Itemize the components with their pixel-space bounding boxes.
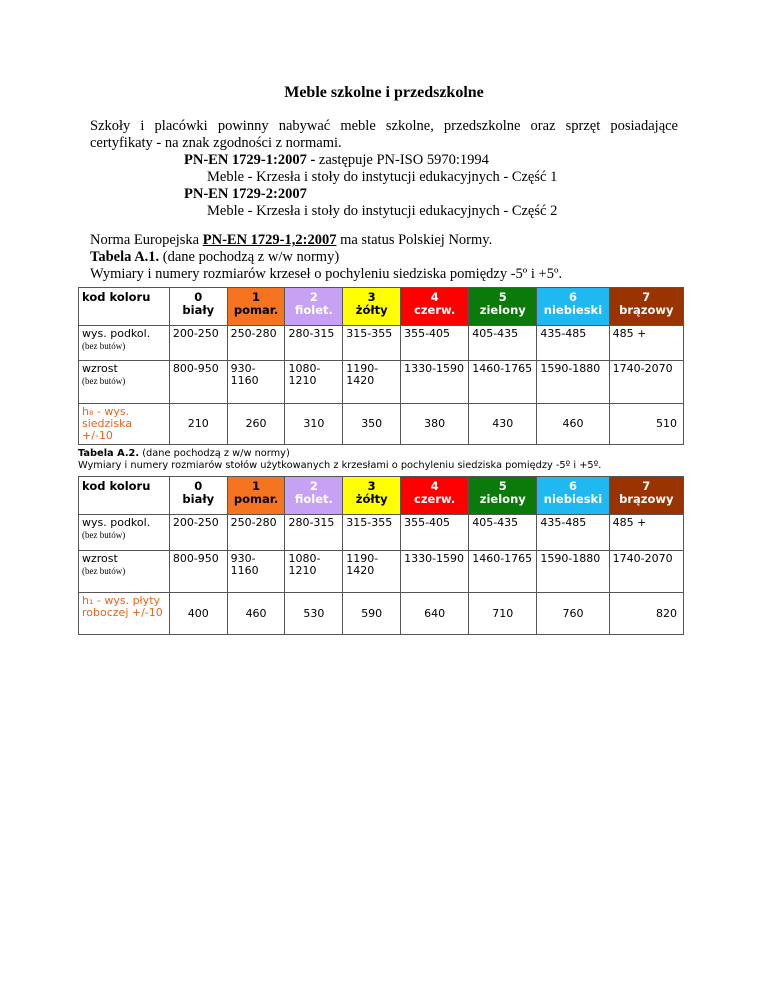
table-cell: 405-435 [469,326,537,361]
table-cell: 1590-1880 [537,361,609,404]
table-cell: 1740-2070 [609,551,683,593]
table-cell: 1330-1590 [401,551,469,593]
table-a1-row-knee-height [79,326,684,361]
table-cell: 350 [343,404,401,445]
table-cell: 800-950 [169,551,227,593]
table-cell: 590 [343,593,401,635]
table-a2-row-knee-height [79,515,684,551]
row-label: wzrost (bez butów) [79,361,170,404]
row-label: wzrost (bez butów) [79,551,170,593]
table-cell: 435-485 [537,326,609,361]
row-label: wys. podkol. (bez butów) [79,515,170,551]
table-cell: 430 [469,404,537,445]
table-a2 [78,476,684,635]
table-cell: 1460-1765 [469,551,537,593]
norm-status-line: Norma Europejska PN-EN 1729-1,2:2007 ma status Polskiej Normy. [90,232,493,248]
table-cell: 460 [227,593,285,635]
color-cell-2: 2 fiolet. [285,477,343,515]
table-cell: 280-315 [285,326,343,361]
table-cell: 820 [609,593,683,635]
color-cell-1: 1 pomar. [227,477,285,515]
table-a1-row-seat-height [79,404,684,445]
table-cell: 1590-1880 [537,551,609,593]
table-cell: 930-1160 [227,361,285,404]
table-cell: 355-405 [401,515,469,551]
table-cell: 400 [169,593,227,635]
table-cell: 485 + [609,515,683,551]
color-cell-7: 7 brązowy [609,477,683,515]
page-title: Meble szkolne i przedszkolne [284,84,484,101]
color-cell-3: 3 żółty [343,288,401,326]
table-a1 [78,287,684,445]
table-cell: 310 [285,404,343,445]
intro-paragraph: Szkoły i placówki powinny nabywać meble szkolne, przedszkolne oraz sprzęt posiadające certyfikaty - na znak zgodności z normami. [90,118,678,151]
table-a1-row-height [79,361,684,404]
table-cell: 280-315 [285,515,343,551]
table-cell: 760 [537,593,609,635]
color-cell-1: 1 pomar. [227,288,285,326]
norm1-desc: Meble - Krzesła i stoły do instytucji edukacyjnych - Część 1 [207,169,558,185]
color-cell-4: 4 czerw. [401,477,469,515]
table-cell: 380 [401,404,469,445]
norm2-desc: Meble - Krzesła i stoły do instytucji edukacyjnych - Część 2 [207,203,558,219]
table-cell: 1080-1210 [285,551,343,593]
table-a2-caption: Tabela A.2. (dane pochodzą z w/w normy) Wymiary i numery rozmiarów stołów użytkowanych z krzesłami o pochyleniu siedziska pomiędzy -5º i +5º. [78,448,602,471]
row-label-work-height: h₁ - wys. płyty roboczej +/-10 [79,593,170,635]
table-cell: 250-280 [227,326,285,361]
table-a1-header-row [79,288,684,326]
norm1-line [184,152,489,169]
norm-code: PN-EN 1729-1,2:2007 [202,232,337,248]
table-cell: 250-280 [227,515,285,551]
table-cell: 405-435 [469,515,537,551]
norm2-code: PN-EN 1729-2:2007 [184,186,307,202]
color-cell-2: 2 fiolet. [285,288,343,326]
color-cell-6: 6 niebieski [537,477,609,515]
table-a2-row-work-height [79,593,684,635]
table-cell: 1080-1210 [285,361,343,404]
table-cell: 260 [227,404,285,445]
table-cell: 800-950 [169,361,227,404]
color-cell-0: 0 biały [169,288,227,326]
color-cell-0: 0 biały [169,477,227,515]
color-cell-6: 6 niebieski [537,288,609,326]
table-cell: 200-250 [169,326,227,361]
table-cell: 485 + [609,326,683,361]
table-cell: 1740-2070 [609,361,683,404]
table-cell: 930-1160 [227,551,285,593]
table-cell: 710 [469,593,537,635]
table-cell: 315-355 [343,515,401,551]
table-cell: 640 [401,593,469,635]
table-a2-row-height [79,551,684,593]
table-cell: 1460-1765 [469,361,537,404]
norm1-code: PN-EN 1729-1:2007 - [184,152,316,168]
table-cell: 530 [285,593,343,635]
norm1-rest: zastępuje PN-ISO 5970:1994 [315,152,489,168]
color-cell-5: 5 zielony [469,288,537,326]
table-cell: 510 [609,404,683,445]
row-label: wys. podkol. (bez butów) [79,326,170,361]
table-cell: 1330-1590 [401,361,469,404]
color-code-label: kod koloru [79,288,170,326]
table-cell: 1190-1420 [343,551,401,593]
table-cell: 460 [537,404,609,445]
row-label-seat-height: h₈ - wys. siedziska +/-10 [79,404,170,445]
color-code-label: kod koloru [79,477,170,515]
color-cell-7: 7 brązowy [609,288,683,326]
color-cell-4: 4 czerw. [401,288,469,326]
color-cell-3: 3 żółty [343,477,401,515]
color-cell-5: 5 zielony [469,477,537,515]
table-cell: 210 [169,404,227,445]
table-cell: 1190-1420 [343,361,401,404]
table-a1-caption: Tabela A.1. (dane pochodzą z w/w normy) [90,249,340,265]
table-cell: 355-405 [401,326,469,361]
table-cell: 315-355 [343,326,401,361]
table-a1-caption-line2: Wymiary i numery rozmiarów krzeseł o pochyleniu siedziska pomiędzy -5º i +5º. [90,266,563,282]
table-a2-header-row [79,477,684,515]
table-cell: 435-485 [537,515,609,551]
table-cell: 200-250 [169,515,227,551]
